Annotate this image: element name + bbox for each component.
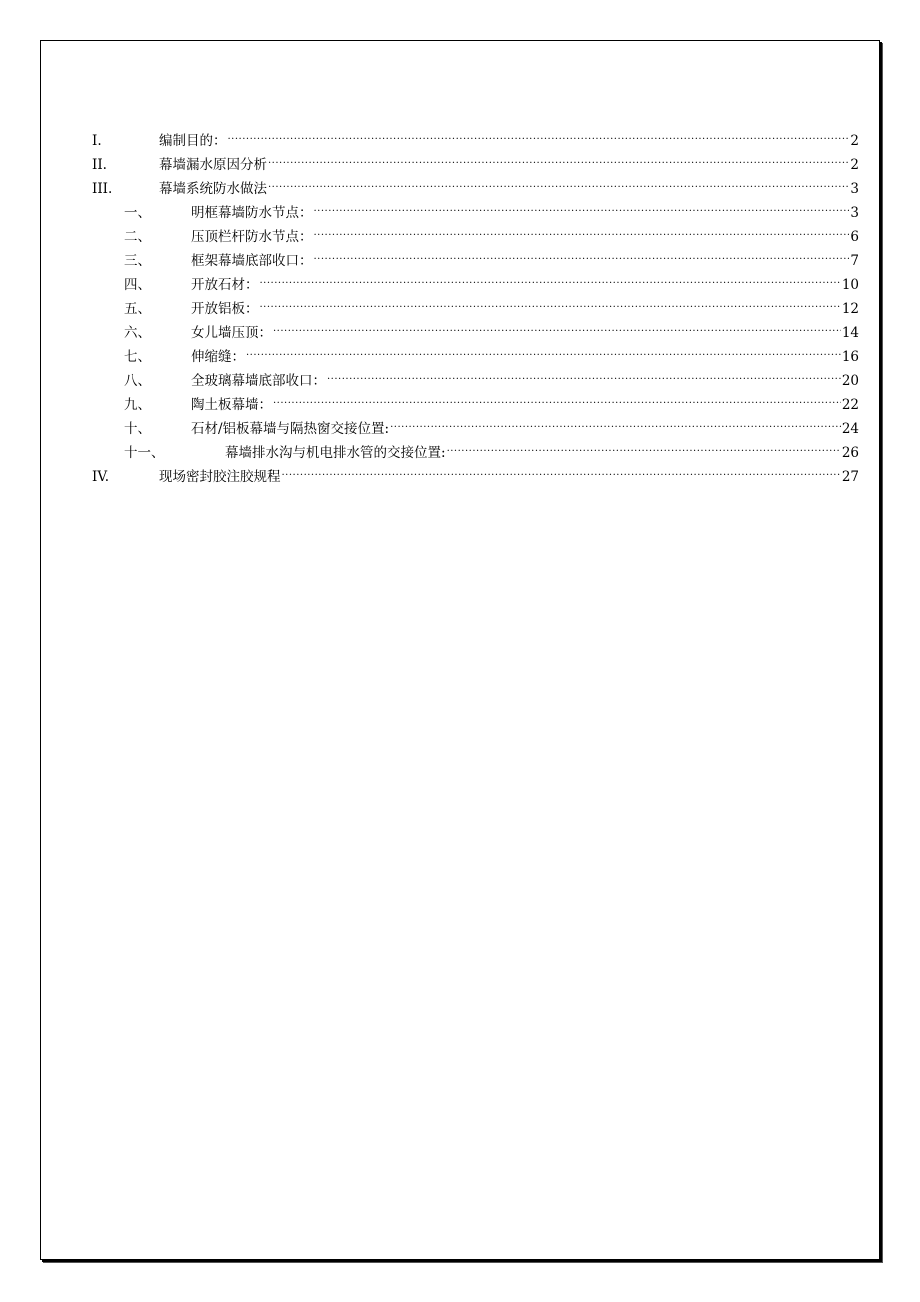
toc-entry-page: 12 xyxy=(841,301,859,317)
toc-entry-title: 编制目的： xyxy=(159,133,227,149)
toc-dot-leader xyxy=(314,241,850,265)
toc-entry-title: 石材/铝板幕墙与隔热窗交接位置: xyxy=(191,421,390,437)
toc-dot-leader xyxy=(246,337,841,361)
toc-dot-leader xyxy=(273,385,841,409)
toc-entry-number: 六、 xyxy=(124,325,151,341)
toc-dot-leader xyxy=(268,145,849,169)
toc-entry-title: 开放石材： xyxy=(191,277,259,293)
toc-dot-leader xyxy=(273,313,841,337)
toc-entry-title: 幕墙系统防水做法 xyxy=(159,181,267,197)
toc-entry-number: 十一、 xyxy=(124,445,165,461)
toc-entry-page: 26 xyxy=(841,445,859,461)
toc-entry-number: 八、 xyxy=(124,373,151,389)
toc-entry-page: 2 xyxy=(850,157,859,173)
toc-entry-page: 24 xyxy=(841,421,859,437)
toc-entry-page: 6 xyxy=(850,229,859,245)
toc-entry-number: 五、 xyxy=(124,301,151,317)
toc-entry-number: 一、 xyxy=(124,205,151,221)
toc-entry-number: 七、 xyxy=(124,349,151,365)
toc-entry-page: 16 xyxy=(841,349,859,365)
toc-dot-leader xyxy=(260,289,841,313)
toc-entry-title: 幕墙排水沟与机电排水管的交接位置: xyxy=(225,445,446,461)
table-of-contents xyxy=(92,121,859,485)
toc-entry-number: 三、 xyxy=(124,253,151,269)
toc-entry-title: 伸缩缝： xyxy=(191,349,245,365)
toc-dot-leader xyxy=(327,361,841,385)
toc-entry-number: 十、 xyxy=(124,421,151,437)
toc-dot-leader xyxy=(282,457,841,481)
toc-entry-title: 全玻璃幕墙底部收口： xyxy=(191,373,326,389)
toc-entry-page: 22 xyxy=(841,397,859,413)
toc-entry-title: 陶土板幕墙： xyxy=(191,397,272,413)
toc-entry-page: 20 xyxy=(841,373,859,389)
toc-entry-page: 10 xyxy=(841,277,859,293)
toc-dot-leader xyxy=(390,409,841,433)
toc-entry-title: 幕墙漏水原因分析 xyxy=(159,157,267,173)
toc-entry-title: 开放铝板： xyxy=(191,301,259,317)
toc-entry-number: II. xyxy=(92,157,107,173)
toc-dot-leader xyxy=(260,265,841,289)
toc-entry[interactable] xyxy=(92,121,859,149)
toc-entry-title: 女儿墙压顶： xyxy=(191,325,272,341)
toc-entry-page: 3 xyxy=(850,205,859,221)
toc-entry-page: 14 xyxy=(841,325,859,341)
toc-entry-page: 2 xyxy=(850,133,859,149)
toc-dot-leader xyxy=(268,169,849,193)
toc-entry-page: 3 xyxy=(850,181,859,197)
toc-entry-page: 7 xyxy=(850,253,859,269)
toc-entry-title: 框架幕墙底部收口： xyxy=(191,253,313,269)
toc-entry-title: 现场密封胶注胶规程 xyxy=(159,469,281,485)
toc-entry-number: I. xyxy=(92,133,102,149)
toc-dot-leader xyxy=(228,121,850,145)
toc-entry-number: III. xyxy=(92,181,113,197)
toc-dot-leader xyxy=(447,433,841,457)
toc-entry-title: 压顶栏杆防水节点： xyxy=(191,229,313,245)
toc-entry-title: 明框幕墙防水节点： xyxy=(191,205,313,221)
toc-dot-leader xyxy=(314,193,850,217)
toc-entry-number: IV. xyxy=(92,469,110,485)
toc-entry-number: 二、 xyxy=(124,229,151,245)
toc-entry-number: 四、 xyxy=(124,277,151,293)
toc-entry-page: 27 xyxy=(841,469,859,485)
toc-dot-leader xyxy=(314,217,850,241)
toc-entry-number: 九、 xyxy=(124,397,151,413)
